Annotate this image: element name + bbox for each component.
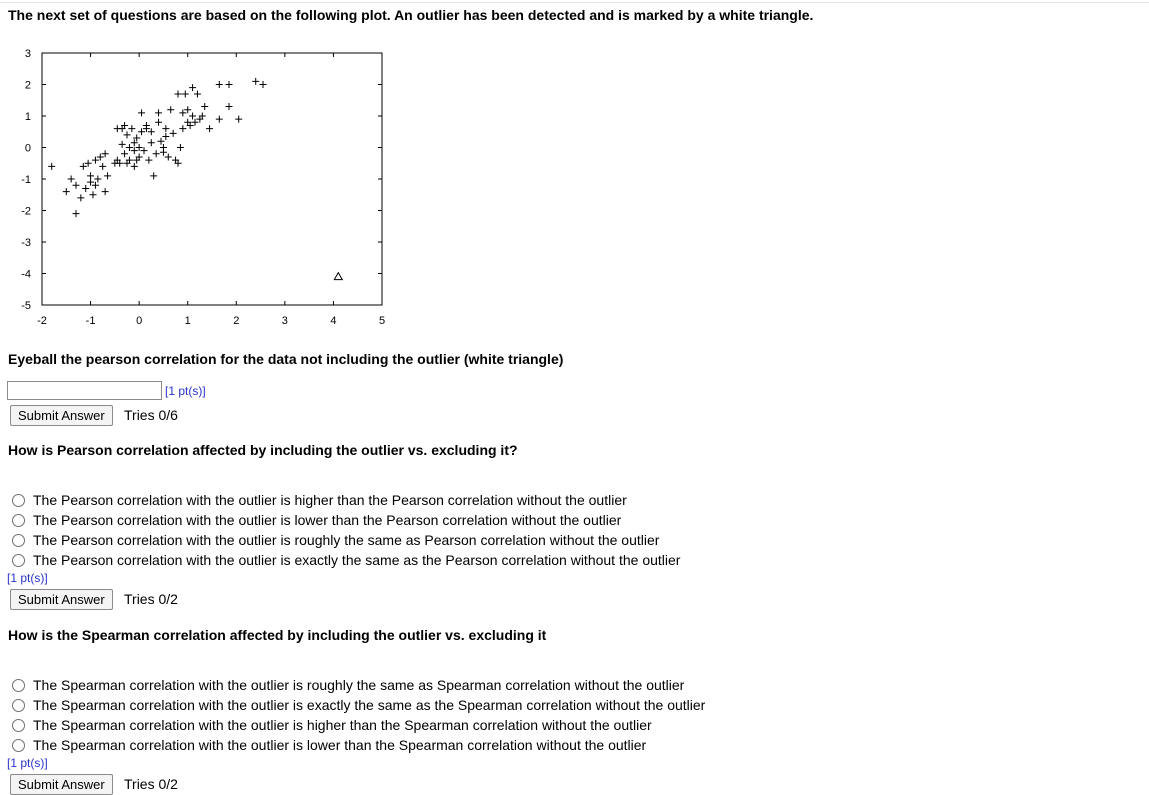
- data-point: [138, 128, 145, 135]
- option-label: The Pearson correlation with the outlier is higher than the Pearson correlation without the outlier: [33, 492, 627, 508]
- question-3-points: [1 pt(s)]: [7, 756, 48, 770]
- data-point: [226, 81, 233, 88]
- data-point: [131, 147, 138, 154]
- data-point: [226, 103, 233, 110]
- option-label: The Pearson correlation with the outlier is exactly the same as the Pearson correlation without the outlier: [33, 552, 681, 568]
- question-2-text: How is Pearson correlation affected by including the outlier vs. excluding it?: [8, 442, 518, 458]
- question-3-option[interactable]: [12, 716, 652, 734]
- data-point: [216, 116, 223, 123]
- question-3-option[interactable]: [12, 736, 646, 754]
- data-point: [48, 163, 55, 170]
- data-point: [90, 191, 97, 198]
- data-point: [167, 106, 174, 113]
- data-point: [155, 109, 162, 116]
- data-point: [77, 194, 84, 201]
- data-point: [148, 139, 155, 146]
- data-point: [153, 150, 160, 157]
- data-point: [121, 150, 128, 157]
- scatter-plot: [0, 40, 400, 330]
- data-point: [73, 182, 80, 189]
- plot-frame: [42, 53, 382, 305]
- data-point: [179, 109, 186, 116]
- data-point: [235, 116, 242, 123]
- data-point: [82, 185, 89, 192]
- data-point: [165, 153, 172, 160]
- data-point: [184, 106, 191, 113]
- x-tick-label: -1: [85, 315, 96, 327]
- question-2-option[interactable]: [12, 511, 621, 529]
- option-label: The Spearman correlation with the outlier is lower than the Spearman correlation without the outlier: [33, 737, 647, 753]
- data-point: [192, 119, 199, 126]
- data-point: [128, 125, 135, 132]
- data-point: [177, 144, 184, 151]
- question-1-tries: Tries 0/6: [124, 407, 178, 423]
- radio-button[interactable]: [12, 699, 25, 712]
- data-point: [260, 81, 267, 88]
- data-point: [119, 141, 126, 148]
- question-3-submit-button[interactable]: Submit Answer: [10, 774, 113, 795]
- question-2-points: [1 pt(s)]: [7, 571, 48, 585]
- data-point: [252, 78, 259, 85]
- correlation-answer-input[interactable]: [7, 381, 162, 400]
- data-point: [99, 163, 106, 170]
- data-point: [148, 128, 155, 135]
- data-point: [158, 138, 165, 145]
- question-1-points: [1 pt(s)]: [165, 384, 206, 398]
- data-point: [73, 210, 80, 217]
- radio-button[interactable]: [12, 554, 25, 567]
- question-2-option[interactable]: [12, 491, 627, 509]
- top-divider: [0, 2, 1149, 3]
- y-tick-label: -3: [21, 237, 31, 249]
- data-point: [206, 125, 213, 132]
- data-point: [216, 81, 223, 88]
- data-point: [189, 84, 196, 91]
- data-point: [175, 90, 182, 97]
- radio-button[interactable]: [12, 739, 25, 752]
- x-tick-label: -2: [37, 315, 47, 327]
- question-1-text: Eyeball the pearson correlation for the data not including the outlier (white triangle): [8, 351, 564, 367]
- x-tick-label: 5: [378, 315, 386, 327]
- data-point: [194, 90, 201, 97]
- question-3-text: How is the Spearman correlation affected by including the outlier vs. excluding it: [8, 627, 547, 643]
- question-2-option[interactable]: [12, 531, 659, 549]
- data-point: [94, 176, 101, 183]
- x-tick-label: 1: [184, 315, 191, 327]
- y-tick-label: -2: [21, 205, 31, 218]
- option-label: The Pearson correlation with the outlier is lower than the Pearson correlation without the outlier: [33, 512, 622, 528]
- x-tick-label: 4: [330, 315, 337, 327]
- radio-button[interactable]: [12, 679, 25, 692]
- question-1-submit-button[interactable]: Submit Answer: [10, 405, 113, 426]
- data-point: [179, 125, 186, 132]
- data-point: [80, 163, 87, 170]
- option-label: The Pearson correlation with the outlier is roughly the same as Pearson correlation without the outlier: [33, 532, 660, 548]
- y-tick-label: 2: [24, 79, 31, 92]
- data-point: [104, 172, 111, 179]
- data-point: [182, 90, 189, 97]
- data-point: [87, 179, 94, 186]
- data-point: [170, 130, 177, 137]
- radio-button[interactable]: [12, 534, 25, 547]
- option-label: The Spearman correlation with the outlier is exactly the same as the Spearman correlation without the outlier: [33, 697, 706, 713]
- question-3-option[interactable]: [12, 696, 705, 714]
- data-point: [155, 119, 162, 126]
- x-tick-label: 3: [281, 315, 288, 327]
- y-tick-label: 0: [24, 142, 31, 155]
- question-2-tries: Tries 0/2: [124, 591, 178, 607]
- data-point: [102, 188, 109, 195]
- radio-button[interactable]: [12, 514, 25, 527]
- data-point: [102, 150, 109, 157]
- data-point: [87, 172, 94, 179]
- data-point: [97, 153, 104, 160]
- question-3-option[interactable]: [12, 676, 684, 694]
- intro-text: The next set of questions are based on the following plot. An outlier has been detected and is marked by a white triangle.: [8, 7, 814, 23]
- radio-button[interactable]: [12, 494, 25, 507]
- x-tick-label: 0: [136, 315, 143, 327]
- outlier-point: [334, 273, 342, 280]
- x-tick-label: 2: [233, 315, 240, 327]
- radio-button[interactable]: [12, 719, 25, 732]
- data-point: [92, 182, 99, 189]
- data-point: [85, 160, 92, 167]
- data-point: [150, 172, 157, 179]
- data-point: [131, 163, 138, 170]
- y-tick-label: -1: [21, 174, 31, 186]
- data-point: [189, 113, 196, 120]
- question-2-option[interactable]: [12, 551, 680, 569]
- data-point: [145, 157, 152, 164]
- data-point: [162, 125, 169, 132]
- data-point: [141, 147, 148, 154]
- data-point: [63, 188, 70, 195]
- data-point: [126, 144, 133, 151]
- option-label: The Spearman correlation with the outlier is roughly the same as Spearman correlation without the outlier: [33, 677, 685, 693]
- data-point: [160, 149, 167, 156]
- question-3-tries: Tries 0/2: [124, 776, 178, 792]
- data-point: [201, 103, 208, 110]
- data-points: [48, 78, 342, 280]
- data-point: [143, 122, 150, 129]
- option-label: The Spearman correlation with the outlier is higher than the Spearman correlation without the outlier: [33, 717, 652, 733]
- y-tick-label: 1: [24, 111, 31, 123]
- question-2-submit-button[interactable]: Submit Answer: [10, 589, 113, 610]
- data-point: [138, 109, 145, 116]
- y-tick-label: -4: [21, 268, 31, 281]
- data-point: [162, 133, 169, 140]
- y-tick-label: 3: [24, 48, 31, 60]
- data-point: [136, 144, 143, 151]
- data-point: [68, 176, 75, 183]
- data-point: [124, 131, 131, 138]
- y-tick-label: -5: [21, 300, 31, 312]
- data-point: [92, 157, 99, 164]
